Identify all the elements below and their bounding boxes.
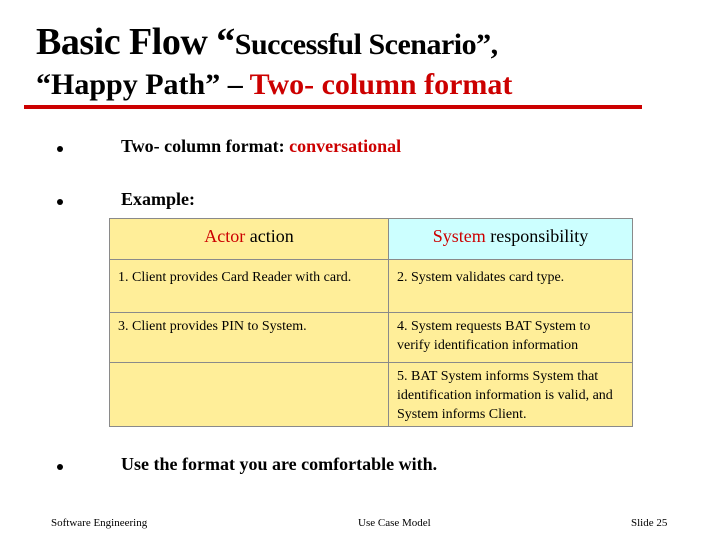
row-1-right: 2. System validates card type. <box>397 270 565 285</box>
table-row <box>110 260 633 313</box>
table-cell <box>110 260 389 313</box>
title2-text-b: Two- column format <box>249 68 513 101</box>
row-2-right: 4. System requests BAT System to verify identification information <box>397 319 591 353</box>
footer-topic: Use Case Model <box>358 517 431 529</box>
bullet-text-3: Use the format you are comfortable with. <box>121 454 438 474</box>
bullet-text-2: Example: <box>121 189 195 209</box>
system-word: System <box>432 226 486 246</box>
actor-action-header <box>110 219 389 260</box>
footer-course: Software Engineering <box>51 517 148 529</box>
row-3-left <box>110 363 388 367</box>
actor-header-rest: action <box>245 226 294 246</box>
title-text-a: Basic Flow “ <box>36 21 235 63</box>
table-cell <box>389 363 633 427</box>
table-cell <box>389 260 633 313</box>
footer-slide-number: Slide 25 <box>631 517 668 529</box>
row-2-left: 3. Client provides PIN to System. <box>118 319 307 334</box>
bullet-dot-1 <box>57 146 63 152</box>
bullet-dot-3 <box>57 464 63 470</box>
table-row <box>110 363 633 427</box>
actor-word: Actor <box>204 226 246 246</box>
title2-text-a: “Happy Path” – <box>36 68 250 101</box>
bullet-dot-2 <box>57 199 63 205</box>
two-column-table <box>109 218 633 427</box>
row-3-right: 5. BAT System informs System that identification information is valid, and System informs Client. <box>397 369 613 422</box>
table-cell <box>110 313 389 363</box>
title-underline <box>24 105 642 109</box>
title-text-b: Successful Scenario”, <box>234 28 498 61</box>
system-header-rest: responsibility <box>485 226 589 246</box>
system-responsibility-header <box>389 219 633 260</box>
table-cell <box>110 363 389 427</box>
slide-title-line2 <box>36 68 512 102</box>
bullet-text-1 <box>121 136 401 157</box>
slide-title-line1 <box>36 20 498 64</box>
table-cell <box>389 313 633 363</box>
bullet-1-prefix: Two- column format: <box>121 136 290 156</box>
row-1-left: 1. Client provides Card Reader with card. <box>118 270 352 285</box>
table-header-row <box>110 219 633 260</box>
bullet-1-highlight: conversational <box>289 136 402 156</box>
table-row <box>110 313 633 363</box>
